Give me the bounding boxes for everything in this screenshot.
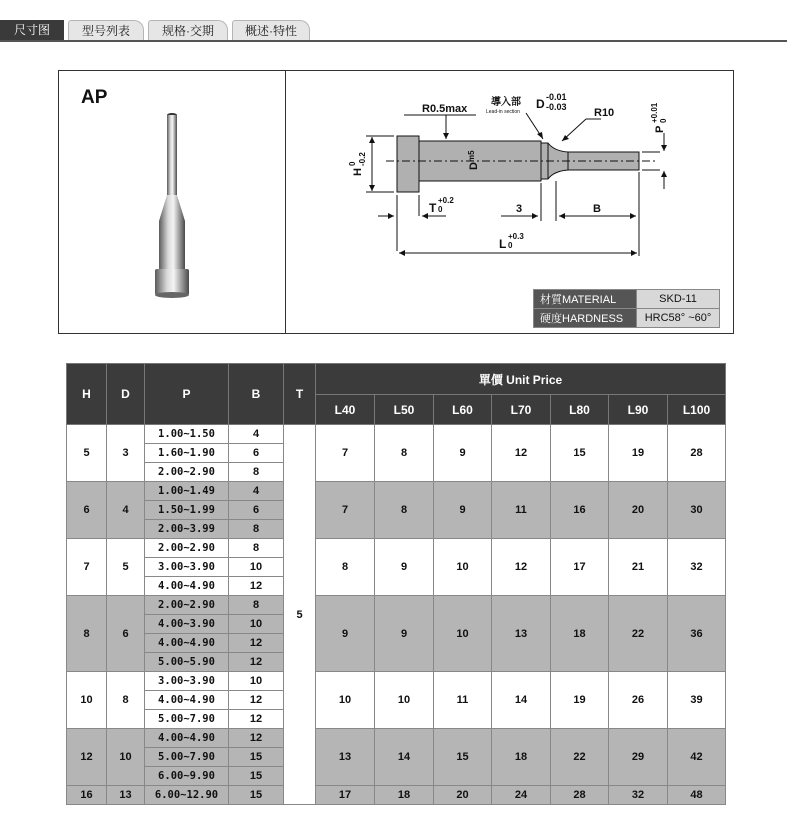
cell-p: 4.00~3.90 bbox=[145, 615, 229, 634]
cell-p: 5.00~7.90 bbox=[145, 748, 229, 767]
cell-price: 9 bbox=[316, 596, 375, 672]
cell-b: 12 bbox=[229, 634, 284, 653]
cell-price: 42 bbox=[668, 729, 726, 786]
tab-dimension-drawing[interactable]: 尺寸图 bbox=[0, 20, 64, 41]
tab-model-list[interactable]: 型号列表 bbox=[68, 20, 144, 41]
table-row bbox=[67, 596, 726, 615]
cell-price: 22 bbox=[609, 596, 668, 672]
lead-length-label: 3 bbox=[516, 203, 523, 215]
t-dimension-label bbox=[429, 196, 454, 215]
svg-text:0: 0 bbox=[659, 118, 668, 123]
svg-text:+0.01: +0.01 bbox=[650, 102, 659, 123]
cell-price: 13 bbox=[316, 729, 375, 786]
cell-price: 48 bbox=[668, 786, 726, 805]
cell-h: 7 bbox=[67, 539, 107, 596]
cell-price: 18 bbox=[375, 786, 434, 805]
material-value: SKD-11 bbox=[637, 290, 720, 309]
product-photo-panel bbox=[58, 70, 286, 334]
header-length-l100: L100 bbox=[668, 395, 726, 425]
cell-price: 10 bbox=[434, 596, 492, 672]
cell-price: 32 bbox=[668, 539, 726, 596]
cell-b: 10 bbox=[229, 672, 284, 691]
cell-price: 14 bbox=[375, 729, 434, 786]
lead-in-label: 導入部 bbox=[491, 97, 521, 108]
header-unit-price: 單價 Unit Price bbox=[316, 364, 726, 395]
cell-d: 8 bbox=[107, 672, 145, 729]
cell-price: 39 bbox=[668, 672, 726, 729]
material-spec-table bbox=[533, 289, 720, 328]
cell-b: 8 bbox=[229, 520, 284, 539]
cell-p: 1.50~1.99 bbox=[145, 501, 229, 520]
d-label: D bbox=[536, 97, 545, 111]
cell-b: 15 bbox=[229, 748, 284, 767]
hardness-label: 硬度HARDNESS bbox=[534, 309, 637, 328]
cell-b: 8 bbox=[229, 463, 284, 482]
cell-price: 10 bbox=[434, 539, 492, 596]
cell-p: 2.00~2.90 bbox=[145, 539, 229, 558]
cell-b: 12 bbox=[229, 729, 284, 748]
cell-b: 12 bbox=[229, 691, 284, 710]
cell-price: 32 bbox=[609, 786, 668, 805]
cell-p: 2.00~2.90 bbox=[145, 596, 229, 615]
cell-price: 7 bbox=[316, 425, 375, 482]
cell-b: 12 bbox=[229, 577, 284, 596]
cell-price: 8 bbox=[375, 425, 434, 482]
cell-b: 6 bbox=[229, 501, 284, 520]
l-dimension-label bbox=[499, 232, 524, 251]
cell-p: 1.60~1.90 bbox=[145, 444, 229, 463]
cell-price: 12 bbox=[492, 539, 551, 596]
svg-text:0: 0 bbox=[438, 205, 443, 214]
cell-d: 10 bbox=[107, 729, 145, 786]
cell-p: 4.00~4.90 bbox=[145, 691, 229, 710]
header-length-l40: L40 bbox=[316, 395, 375, 425]
cell-b: 8 bbox=[229, 596, 284, 615]
cell-price: 22 bbox=[551, 729, 609, 786]
cell-price: 21 bbox=[609, 539, 668, 596]
cell-price: 26 bbox=[609, 672, 668, 729]
tab-bar bbox=[0, 0, 787, 42]
p-dimension-label bbox=[650, 102, 668, 133]
svg-text:L: L bbox=[499, 237, 507, 251]
punch-pin-image bbox=[59, 71, 284, 332]
cell-t: 5 bbox=[284, 425, 316, 805]
cell-p: 4.00~4.90 bbox=[145, 577, 229, 596]
cell-price: 30 bbox=[668, 482, 726, 539]
header-d: D bbox=[107, 364, 145, 425]
technical-drawing-panel bbox=[285, 70, 734, 334]
cell-price: 7 bbox=[316, 482, 375, 539]
svg-text:+0.3: +0.3 bbox=[508, 232, 524, 241]
cell-price: 28 bbox=[551, 786, 609, 805]
cell-d: 5 bbox=[107, 539, 145, 596]
cell-price: 9 bbox=[434, 425, 492, 482]
cell-p: 4.00~4.90 bbox=[145, 634, 229, 653]
h-dimension-label bbox=[348, 152, 367, 176]
cell-price: 11 bbox=[434, 672, 492, 729]
cell-p: 2.00~3.99 bbox=[145, 520, 229, 539]
svg-text:T: T bbox=[429, 201, 437, 215]
cell-b: 15 bbox=[229, 767, 284, 786]
b-dimension-label: B bbox=[593, 203, 601, 215]
cell-d: 13 bbox=[107, 786, 145, 805]
cell-h: 16 bbox=[67, 786, 107, 805]
cell-price: 16 bbox=[551, 482, 609, 539]
cell-p: 3.00~3.90 bbox=[145, 672, 229, 691]
dm5-label: $D^{m5}$ bbox=[467, 150, 480, 170]
cell-b: 4 bbox=[229, 482, 284, 501]
r10-label: R10 bbox=[594, 107, 615, 119]
cell-h: 8 bbox=[67, 596, 107, 672]
cell-h: 10 bbox=[67, 672, 107, 729]
header-length-l60: L60 bbox=[434, 395, 492, 425]
header-length-l50: L50 bbox=[375, 395, 434, 425]
cell-d: 3 bbox=[107, 425, 145, 482]
cell-b: 4 bbox=[229, 425, 284, 444]
cell-price: 28 bbox=[668, 425, 726, 482]
table-row bbox=[67, 786, 726, 805]
hardness-value: HRC58° ~60° bbox=[637, 309, 720, 328]
cell-b: 12 bbox=[229, 653, 284, 672]
table-row bbox=[67, 672, 726, 691]
cell-price: 19 bbox=[551, 672, 609, 729]
cell-b: 10 bbox=[229, 615, 284, 634]
cell-price: 20 bbox=[434, 786, 492, 805]
cell-price: 13 bbox=[492, 596, 551, 672]
table-row bbox=[67, 425, 726, 444]
cell-price: 10 bbox=[375, 672, 434, 729]
header-length-l90: L90 bbox=[609, 395, 668, 425]
cell-price: 19 bbox=[609, 425, 668, 482]
cell-price: 29 bbox=[609, 729, 668, 786]
cell-b: 10 bbox=[229, 558, 284, 577]
cell-price: 12 bbox=[492, 425, 551, 482]
cell-d: 6 bbox=[107, 596, 145, 672]
cell-price: 11 bbox=[492, 482, 551, 539]
d-tol-upper: -0.01 bbox=[546, 92, 567, 102]
cell-p: 5.00~7.90 bbox=[145, 710, 229, 729]
cell-p: 6.00~12.90 bbox=[145, 786, 229, 805]
price-table bbox=[66, 363, 726, 805]
cell-d: 4 bbox=[107, 482, 145, 539]
cell-price: 10 bbox=[316, 672, 375, 729]
cell-price: 14 bbox=[492, 672, 551, 729]
svg-text:0: 0 bbox=[348, 161, 357, 166]
svg-text:-0.2: -0.2 bbox=[358, 152, 367, 166]
table-row bbox=[67, 539, 726, 558]
cell-price: 8 bbox=[375, 482, 434, 539]
cell-b: 15 bbox=[229, 786, 284, 805]
cell-h: 5 bbox=[67, 425, 107, 482]
cell-b: 12 bbox=[229, 710, 284, 729]
header-length-l80: L80 bbox=[551, 395, 609, 425]
cell-b: 8 bbox=[229, 539, 284, 558]
r05-label: R0.5max bbox=[422, 103, 468, 115]
table-row bbox=[67, 482, 726, 501]
header-h: H bbox=[67, 364, 107, 425]
svg-text:0: 0 bbox=[508, 241, 513, 250]
cell-p: 3.00~3.90 bbox=[145, 558, 229, 577]
cell-p: 2.00~2.90 bbox=[145, 463, 229, 482]
cell-price: 9 bbox=[375, 539, 434, 596]
header-length-l70: L70 bbox=[492, 395, 551, 425]
tab-divider bbox=[0, 40, 787, 42]
cell-price: 17 bbox=[551, 539, 609, 596]
model-code: AP bbox=[81, 87, 108, 108]
cell-price: 20 bbox=[609, 482, 668, 539]
header-p: P bbox=[145, 364, 229, 425]
cell-b: 6 bbox=[229, 444, 284, 463]
cell-price: 15 bbox=[434, 729, 492, 786]
cell-price: 8 bbox=[316, 539, 375, 596]
lead-in-sublabel: Lead-in section bbox=[486, 109, 520, 115]
cell-p: 5.00~5.90 bbox=[145, 653, 229, 672]
table-row bbox=[67, 729, 726, 748]
material-label: 材質MATERIAL bbox=[534, 290, 637, 309]
d-tol-lower: -0.03 bbox=[546, 102, 567, 112]
cell-price: 15 bbox=[551, 425, 609, 482]
cell-price: 18 bbox=[492, 729, 551, 786]
cell-p: 6.00~9.90 bbox=[145, 767, 229, 786]
cell-p: 1.00~1.50 bbox=[145, 425, 229, 444]
cell-p: 1.00~1.49 bbox=[145, 482, 229, 501]
cell-p: 4.00~4.90 bbox=[145, 729, 229, 748]
cell-price: 24 bbox=[492, 786, 551, 805]
svg-text:H: H bbox=[352, 168, 364, 176]
cell-h: 6 bbox=[67, 482, 107, 539]
cell-price: 9 bbox=[375, 596, 434, 672]
cell-price: 9 bbox=[434, 482, 492, 539]
header-b: B bbox=[229, 364, 284, 425]
tab-overview-features[interactable]: 概述·特性 bbox=[232, 20, 310, 41]
tab-spec-delivery[interactable]: 规格·交期 bbox=[148, 20, 228, 41]
svg-text:P: P bbox=[654, 125, 666, 133]
cell-price: 36 bbox=[668, 596, 726, 672]
svg-text:+0.2: +0.2 bbox=[438, 196, 454, 205]
cell-price: 17 bbox=[316, 786, 375, 805]
header-t: T bbox=[284, 364, 316, 425]
cell-price: 18 bbox=[551, 596, 609, 672]
cell-h: 12 bbox=[67, 729, 107, 786]
